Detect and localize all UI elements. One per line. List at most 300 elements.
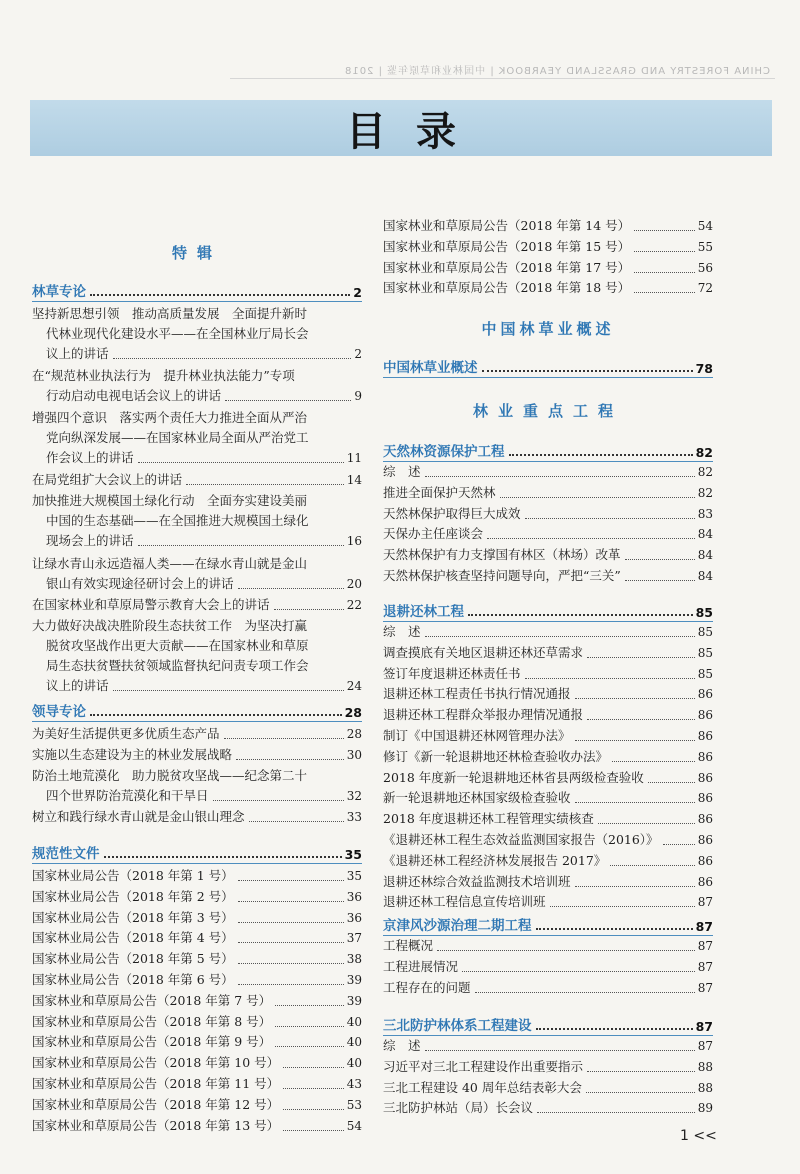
toc-entry-line	[32, 344, 362, 364]
toc-entry-text: 国家林业和草原局公告（2018 年第 18 号）	[383, 280, 631, 296]
section-title: 领导专论	[32, 704, 86, 720]
toc-entry	[383, 978, 713, 998]
toc-entry-page: 84	[697, 527, 713, 542]
dot-leader	[238, 922, 344, 923]
toc-entry-line	[32, 786, 362, 806]
toc-entry-page: 86	[697, 749, 713, 764]
toc-entry-page: 53	[346, 1097, 362, 1112]
section-page-number: 28	[344, 705, 362, 720]
toc-entry-text: 工程进展情况	[383, 958, 459, 974]
toc-entry-line	[32, 304, 362, 324]
toc-entry-line	[383, 237, 713, 257]
toc-entry-line	[32, 1116, 362, 1136]
toc-entry	[383, 957, 713, 977]
toc-entry	[383, 643, 713, 663]
section-title: 京津风沙源治理二期工程	[383, 918, 532, 934]
dot-leader	[224, 738, 344, 739]
toc-entry	[383, 705, 713, 725]
section-page-number: 87	[695, 1019, 713, 1034]
toc-entry	[32, 1032, 362, 1052]
toc-entry-page: 85	[697, 625, 713, 639]
toc-entry-line	[32, 386, 362, 406]
section-heading	[383, 1014, 713, 1036]
toc-entry-line	[383, 643, 713, 663]
toc-entry-line	[383, 1078, 713, 1098]
toc-entry-text: 议上的讲话	[46, 346, 109, 361]
toc-entry-text: 国家林业和草原局公告（2018 年第 12 号）	[32, 1096, 280, 1112]
toc-entry-page: 89	[697, 1101, 713, 1116]
dot-leader	[238, 984, 344, 985]
toc-entry-line	[32, 366, 362, 386]
toc-entry-line	[32, 595, 362, 615]
dot-leader	[225, 400, 351, 401]
toc-entry-text: 中国的生态基础——在全国推进大规模国土绿化	[46, 513, 309, 529]
toc-entry-line	[32, 616, 362, 636]
dot-leader	[536, 1028, 693, 1030]
dot-leader	[612, 761, 695, 762]
toc-entry-text: 国家林业和草原局公告（2018 年第 9 号）	[32, 1034, 272, 1050]
toc-entry-page: 37	[346, 931, 362, 946]
title-banner	[30, 100, 772, 156]
dot-leader	[648, 782, 695, 783]
toc-entry-text: 退耕还林综合效益监测技术培训班	[383, 873, 571, 889]
toc-entry-text: 退耕还林工程信息宣传培训班	[383, 894, 546, 910]
toc-entry-page: 39	[346, 973, 362, 987]
toc-entry-page: 87	[697, 939, 713, 953]
toc-entry-text: 树立和践行绿水青山就是金山银山理念	[32, 809, 245, 825]
dot-leader	[462, 971, 695, 972]
toc-entry-line	[32, 949, 362, 969]
toc-entry-line	[32, 531, 362, 551]
dot-leader	[475, 992, 695, 993]
toc-entry-line	[32, 866, 362, 886]
dot-leader	[283, 1088, 344, 1089]
toc-entry	[32, 1095, 362, 1115]
toc-entry-line	[32, 324, 362, 344]
toc-entry-text: 国家林业局公告（2018 年第 3 号）	[32, 909, 234, 925]
toc-entry-text: 天然林保护核查坚持问题导向，严把“三关”	[383, 568, 621, 583]
dot-leader	[236, 759, 344, 760]
toc-entry-text: 大力做好决战决胜阶段生态扶贫工作 为坚决打赢	[32, 618, 308, 633]
toc-entry-page: 86	[697, 708, 713, 723]
toc-entry	[32, 1074, 362, 1094]
toc-entry-page: 86	[697, 687, 713, 702]
dot-leader	[238, 901, 344, 902]
toc-entry-page: 86	[697, 874, 713, 889]
section-heading	[383, 600, 713, 622]
toc-entry	[32, 491, 362, 551]
toc-entry-text: 作会议上的讲话	[46, 450, 134, 465]
toc-entry-line	[32, 574, 362, 594]
dot-leader	[536, 928, 693, 930]
toc-entry	[383, 872, 713, 892]
toc-entry-text: 天保办主任座谈会	[383, 526, 484, 542]
dot-leader	[587, 719, 695, 720]
toc-entry-text: 增强四个意识 落实两个责任大力推进全面从严治	[32, 410, 308, 425]
toc-entry-line	[383, 809, 713, 829]
toc-entry-text: 调查摸底有关地区退耕还林还草需求	[383, 644, 584, 660]
toc-entry	[383, 504, 713, 524]
header-rule	[230, 78, 775, 79]
toc-entry-text: 推进全面保护天然林	[383, 484, 496, 500]
toc-entry-text: 工程存在的问题	[383, 979, 471, 995]
toc-entry-text: 国家林业和草原局公告（2018 年第 15 号）	[383, 238, 631, 254]
toc-entry-line	[383, 1036, 713, 1056]
toc-entry-text: 综 述	[383, 624, 421, 639]
toc-entry-page: 20	[346, 576, 362, 591]
toc-entry-line	[32, 1032, 362, 1052]
toc-entry-page: 39	[346, 993, 362, 1008]
section-heading	[383, 914, 713, 936]
toc-entry-line	[383, 872, 713, 892]
toc-entry	[383, 851, 713, 871]
toc-entry-text: 2018 年度新一轮退耕地还林省县两级检查验收	[383, 769, 644, 785]
dot-leader	[525, 518, 695, 519]
toc-entry-text: 《退耕还林工程经济林发展报告 2017》	[383, 852, 607, 868]
toc-entry-text: 脱贫攻坚战作出更大贡献——在国家林业和草原	[46, 638, 309, 653]
toc-entry	[32, 554, 362, 594]
toc-entry-line	[32, 554, 362, 574]
toc-entry-page: 84	[697, 569, 713, 583]
section-title: 中国林草业概述	[383, 360, 478, 376]
dot-leader	[283, 1067, 344, 1068]
toc-entry-page: 32	[346, 788, 362, 803]
toc-entry-page: 56	[697, 260, 713, 275]
dot-leader	[186, 484, 344, 485]
toc-entry-line	[383, 462, 713, 482]
toc-entry-page: 36	[346, 910, 362, 925]
toc-entry-page: 14	[346, 473, 362, 488]
toc-entry-text: 在局党组扩大会议上的讲话	[32, 472, 183, 488]
toc-entry-text: 实施以生态建设为主的林业发展战略	[32, 746, 233, 762]
toc-entry-page: 86	[697, 729, 713, 743]
toc-entry-text: 代林业现代化建设水平——在全国林业厅局长会	[46, 326, 309, 341]
dot-leader	[575, 698, 695, 699]
toc-entry-line	[32, 1074, 362, 1094]
dot-leader	[587, 1071, 695, 1072]
toc-entry	[32, 745, 362, 765]
toc-entry-text: 四个世界防治荒漠化和干旱日	[46, 787, 209, 803]
dot-leader	[249, 821, 344, 822]
toc-entry-line	[383, 936, 713, 956]
section-page-number: 35	[344, 847, 362, 862]
dot-leader	[575, 802, 695, 803]
dot-leader	[437, 950, 695, 951]
toc-entry-line	[32, 656, 362, 676]
toc-entry-text: 综 述	[383, 1038, 421, 1053]
toc-entry	[32, 1053, 362, 1073]
toc-entry-line	[383, 524, 713, 544]
toc-entry-line	[383, 705, 713, 725]
dot-leader	[634, 272, 695, 273]
section-heading	[32, 280, 362, 302]
dot-leader	[90, 294, 350, 296]
toc-entry-text: 在“规范林业执法行为 提升林业执法能力”专项	[32, 368, 295, 384]
toc-entry	[32, 1012, 362, 1032]
toc-entry	[383, 664, 713, 684]
toc-entry	[383, 830, 713, 850]
toc-entry-line	[32, 766, 362, 786]
toc-entry	[383, 809, 713, 829]
toc-entry-text: 制订《中国退耕还林网管理办法》	[383, 728, 571, 743]
toc-entry-line	[32, 448, 362, 468]
dot-leader	[525, 678, 695, 679]
toc-entry-line	[32, 470, 362, 490]
toc-entry-line	[383, 978, 713, 998]
section-title: 退耕还林工程	[383, 604, 464, 620]
dot-leader	[634, 251, 695, 252]
dot-leader	[238, 588, 344, 589]
dot-leader	[283, 1109, 344, 1110]
toc-entry-text: 国家林业和草原局公告（2018 年第 7 号）	[32, 992, 272, 1008]
toc-entry	[383, 524, 713, 544]
toc-entry	[383, 1057, 713, 1077]
dot-leader	[113, 358, 352, 359]
dot-leader	[274, 609, 344, 610]
toc-entry-line	[383, 278, 713, 298]
running-header: CHINA FORESTRY AND GRASSLAND YEARBOOK | 中国林业和草原年鉴 | 2018	[343, 66, 770, 77]
toc-entry-line	[383, 1057, 713, 1077]
toc-entry	[383, 237, 713, 257]
toc-entry-line	[32, 428, 362, 448]
section-page-number: 87	[695, 919, 713, 934]
toc-entry-page: 84	[697, 548, 713, 563]
toc-entry-text: 坚持新思想引领 推动高质量发展 全面提升新时	[32, 306, 308, 321]
toc-entry	[32, 616, 362, 696]
toc-entry-line	[32, 970, 362, 990]
toc-entry-text: 退耕还林工程群众举报办理情况通报	[383, 707, 584, 723]
toc-entry-text: 国家林业和草原局公告（2018 年第 14 号）	[383, 218, 631, 233]
section-title: 天然林资源保护工程	[383, 444, 505, 460]
dot-leader	[625, 580, 695, 581]
toc-entry	[383, 936, 713, 956]
dot-leader	[586, 1092, 695, 1093]
toc-entry-line	[383, 504, 713, 524]
toc-entry-text: 为美好生活提供更多优质生态产品	[32, 726, 220, 741]
dot-leader	[113, 690, 344, 691]
section-heading	[383, 356, 713, 378]
dot-leader	[468, 614, 693, 616]
toc-entry-line	[32, 636, 362, 656]
toc-entry-line	[32, 1095, 362, 1115]
toc-entry	[383, 768, 713, 788]
section-heading	[32, 842, 362, 864]
toc-entry	[32, 1116, 362, 1136]
page-title: 目录	[346, 108, 486, 155]
toc-entry-text: 新一轮退耕地还林国家级检查验收	[383, 790, 571, 806]
toc-entry-page: 9	[354, 389, 362, 404]
dot-leader	[238, 963, 344, 964]
toc-entry-line	[32, 511, 362, 531]
toc-entry-text: 三北工程建设 40 周年总结表彰大会	[383, 1079, 582, 1095]
toc-entry-text: 国家林业和草原局公告（2018 年第 13 号）	[32, 1117, 280, 1133]
toc-entry-page: 54	[697, 219, 713, 233]
toc-entry-line	[32, 807, 362, 827]
toc-entry-page: 40	[346, 1014, 362, 1029]
toc-entry-text: 国家林业局公告（2018 年第 5 号）	[32, 951, 234, 967]
toc-entry-page: 86	[697, 853, 713, 868]
toc-entry-line	[383, 664, 713, 684]
toc-entry-text: 修订《新一轮退耕地还林检查验收办法》	[383, 748, 609, 764]
section-page-number: 85	[695, 605, 713, 620]
toc-entry-page: 88	[697, 1059, 713, 1074]
dot-leader	[598, 823, 695, 824]
toc-entry-line	[383, 726, 713, 746]
toc-entry-line	[383, 1098, 713, 1118]
toc-entry-page: 85	[697, 645, 713, 660]
toc-entry	[32, 595, 362, 615]
dot-leader	[425, 636, 695, 637]
dot-leader	[238, 880, 344, 881]
toc-entry	[383, 483, 713, 503]
toc-entry-page: 40	[346, 1056, 362, 1071]
toc-entry-line	[383, 684, 713, 704]
toc-entry-line	[32, 408, 362, 428]
toc-entry	[383, 684, 713, 704]
toc-entry	[383, 1036, 713, 1056]
dot-leader	[275, 1026, 344, 1027]
toc-entry	[32, 991, 362, 1011]
toc-entry	[383, 278, 713, 298]
toc-entry-page: 87	[697, 895, 713, 910]
dot-leader	[425, 476, 695, 477]
toc-entry	[383, 216, 713, 236]
toc-entry	[383, 747, 713, 767]
toc-entry	[32, 766, 362, 806]
toc-entry-text: 国家林业和草原局公告（2018 年第 8 号）	[32, 1013, 272, 1029]
toc-entry-line	[32, 491, 362, 511]
toc-entry	[383, 622, 713, 642]
section-title: 林草专论	[32, 284, 86, 300]
toc-entry-text: 国家林业局公告（2018 年第 1 号）	[32, 868, 234, 883]
toc-entry-page: 86	[697, 791, 713, 806]
toc-entry-text: 党向纵深发展——在国家林业局全面从严治党工	[46, 430, 309, 445]
dot-leader	[610, 865, 694, 866]
toc-entry-page: 82	[697, 485, 713, 500]
section-title: 规范性文件	[32, 846, 100, 862]
toc-entry-page: 38	[346, 952, 362, 967]
toc-entry-page: 88	[697, 1080, 713, 1095]
toc-entry-page: 85	[697, 666, 713, 681]
toc-entry	[383, 545, 713, 565]
toc-entry-text: 现场会上的讲话	[46, 533, 134, 549]
section-page-number: 82	[695, 445, 713, 460]
toc-entry-page: 24	[346, 679, 362, 693]
dot-leader	[275, 1005, 344, 1006]
toc-entry-page: 87	[697, 959, 713, 974]
toc-entry-line	[32, 724, 362, 744]
toc-entry-text: 国家林业和草原局公告（2018 年第 10 号）	[32, 1055, 280, 1071]
toc-entry-page: 87	[697, 1039, 713, 1053]
toc-entry-text: 习近平对三北工程建设作出重要指示	[383, 1058, 584, 1074]
dot-leader	[550, 906, 695, 907]
dot-leader	[283, 1130, 344, 1131]
toc-entry	[32, 304, 362, 364]
toc-entry-page: 40	[346, 1035, 362, 1050]
dot-leader	[487, 538, 695, 539]
dot-leader	[587, 657, 695, 658]
section-page-number: 2	[353, 285, 362, 300]
dot-leader	[104, 856, 342, 858]
section-heading	[383, 440, 713, 462]
toc-entry-text: 在国家林业和草原局警示教育大会上的讲话	[32, 597, 270, 613]
dot-leader	[509, 454, 693, 456]
toc-entry-line	[383, 747, 713, 767]
toc-entry-text: 《退耕还林工程生态效益监测国家报告（2016）》	[383, 832, 659, 847]
toc-entry	[32, 866, 362, 886]
toc-entry-line	[383, 851, 713, 871]
toc-entry	[32, 366, 362, 406]
dot-leader	[625, 559, 695, 560]
toc-entry-page: 11	[346, 451, 362, 465]
dot-leader	[537, 1112, 695, 1113]
toc-entry-line	[383, 768, 713, 788]
toc-entry-text: 国家林业和草原局公告（2018 年第 11 号）	[32, 1076, 280, 1091]
toc-entry-line	[383, 216, 713, 236]
toc-entry-line	[32, 908, 362, 928]
toc-entry-text: 国家林业局公告（2018 年第 4 号）	[32, 930, 234, 946]
dot-leader	[138, 462, 344, 463]
section-major-heading: 特辑	[171, 244, 222, 262]
toc-entry	[383, 788, 713, 808]
toc-entry-text: 国家林业和草原局公告（2018 年第 17 号）	[383, 259, 631, 275]
section-major-heading: 林业重点工程	[472, 402, 623, 420]
toc-entry	[32, 928, 362, 948]
toc-entry-line	[32, 676, 362, 696]
toc-entry	[383, 462, 713, 482]
section-title: 三北防护林体系工程建设	[383, 1018, 532, 1034]
toc-entry-page: 35	[346, 869, 362, 883]
toc-entry-line	[383, 788, 713, 808]
toc-entry-page: 2	[354, 347, 362, 361]
toc-entry-line	[32, 928, 362, 948]
toc-entry-text: 退耕还林工程责任书执行情况通报	[383, 686, 571, 702]
toc-entry-line	[383, 566, 713, 586]
dot-leader	[634, 292, 695, 293]
toc-entry	[32, 807, 362, 827]
toc-entry-text: 国家林业局公告（2018 年第 2 号）	[32, 888, 234, 904]
dot-leader	[138, 545, 344, 546]
toc-entry-page: 36	[346, 889, 362, 904]
toc-entry	[383, 726, 713, 746]
toc-entry	[32, 949, 362, 969]
toc-entry-text: 让绿水青山永远造福人类——在绿水青山就是金山	[32, 555, 308, 571]
dot-leader	[663, 844, 695, 845]
toc-entry-text: 行动启动电视电话会议上的讲话	[46, 388, 222, 404]
toc-entry-text: 2018 年度退耕还林工程管理实绩核查	[383, 811, 594, 827]
section-page-number: 78	[695, 361, 713, 376]
toc-entry-page: 83	[697, 506, 713, 521]
toc-entry-page: 30	[346, 747, 362, 762]
toc-entry-line	[383, 622, 713, 642]
toc-entry-line	[383, 258, 713, 278]
dot-leader	[90, 714, 342, 716]
toc-entry-text: 加快推进大规模国土绿化行动 全面夯实建设美丽	[32, 493, 308, 509]
toc-entry	[383, 258, 713, 278]
dot-leader	[213, 800, 344, 801]
toc-entry-page: 86	[697, 770, 713, 785]
toc-entry-line	[383, 545, 713, 565]
dot-leader	[425, 1050, 695, 1051]
dot-leader	[500, 497, 695, 498]
toc-entry-page: 28	[346, 727, 362, 741]
toc-entry-page: 33	[346, 810, 362, 825]
toc-entry	[32, 470, 362, 490]
toc-entry-text: 天然林保护取得巨大成效	[383, 505, 521, 521]
dot-leader	[575, 740, 695, 741]
toc-entry-text: 综 述	[383, 464, 421, 479]
toc-entry-text: 签订年度退耕还林责任书	[383, 665, 521, 681]
